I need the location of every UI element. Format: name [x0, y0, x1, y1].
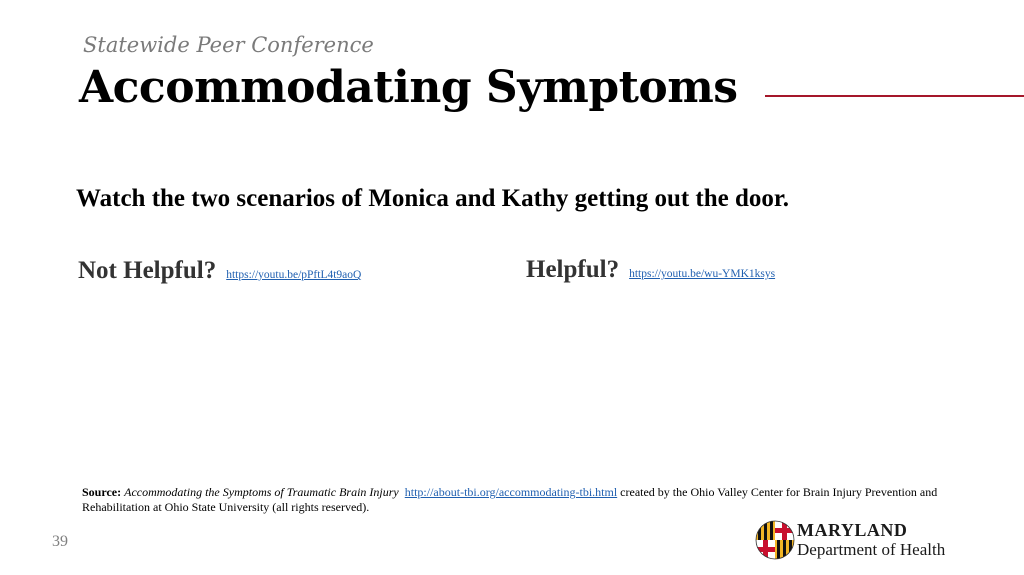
title-accent-rule [765, 95, 1024, 97]
scenario-video-link[interactable]: https://youtu.be/wu-YMK1ksys [629, 268, 776, 280]
conference-subtitle: Statewide Peer Conference [83, 33, 374, 57]
source-citation [82, 485, 952, 515]
scenario-video-link[interactable]: https://youtu.be/pPftL4t9aoQ [226, 269, 362, 281]
scenario-label: Helpful? [526, 256, 620, 283]
source-label: Source: [82, 485, 122, 499]
page-number: 39 [52, 533, 68, 550]
source-credit: created by the Ohio Valley Center for Brain Injury Prevention and Rehabilitation at Ohio State University (all rights reserved). [82, 485, 938, 514]
scenario-helpful [526, 256, 775, 284]
source-work-title: Accommodating the Symptoms of Traumatic Brain Injury [124, 485, 399, 499]
source-link[interactable]: http://about-tbi.org/accommodating-tbi.html [404, 485, 618, 499]
intro-text: Watch the two scenarios of Monica and Kathy getting out the door. [76, 185, 789, 212]
logo-state-name: MARYLAND [797, 520, 908, 540]
scenario-not-helpful [78, 257, 361, 285]
slide-title: Accommodating Symptoms [79, 62, 738, 113]
scenario-label: Not Helpful? [78, 257, 217, 284]
maryland-health-logo-text [797, 521, 945, 559]
logo-department-name: Department of Health [797, 540, 946, 559]
